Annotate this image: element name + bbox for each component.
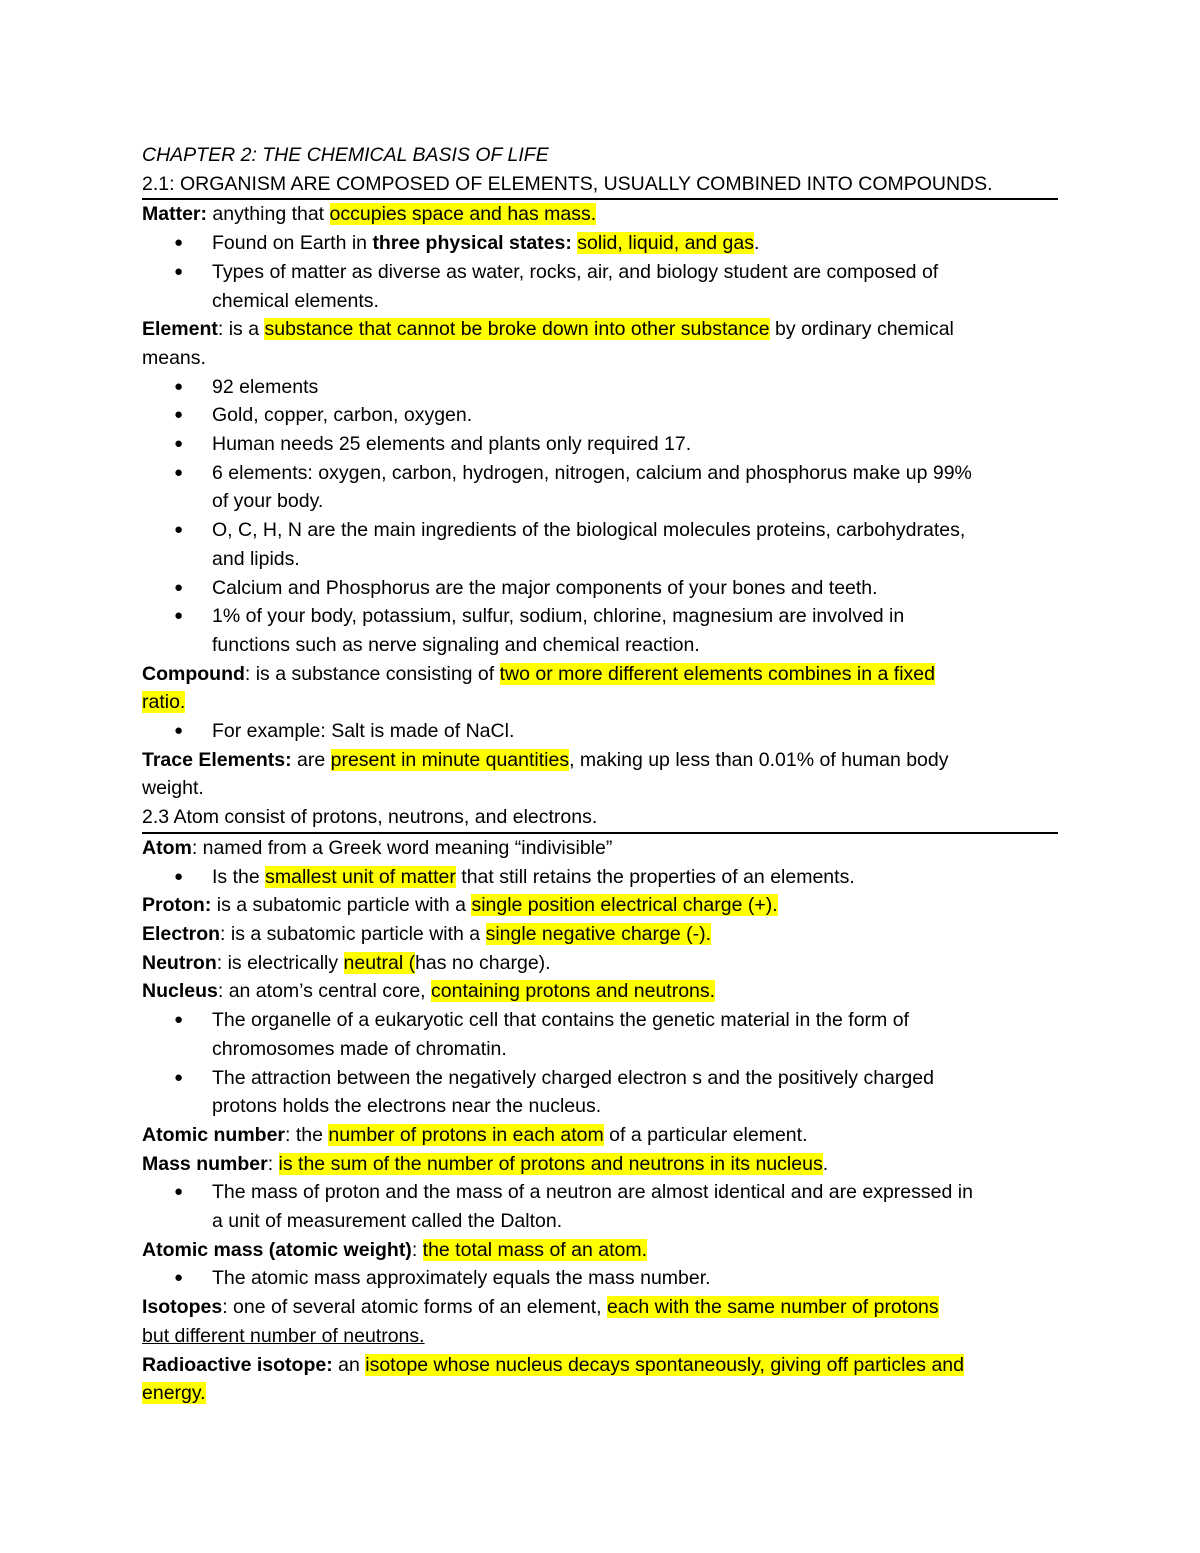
list-item — [142, 401, 1058, 430]
text: Calcium and Phosphorus are the major components of your bones and teeth. — [212, 576, 878, 599]
text: O, C, H, N are the main ingredients of the biological molecules proteins, carbohydrates, — [212, 519, 966, 542]
text: : an atom’s central core, — [217, 980, 432, 1003]
list-item-continuation: chemical elements. — [212, 289, 379, 312]
highlight: each with the same number of protons — [606, 1296, 939, 1319]
term-atomic-number: Atomic number — [142, 1123, 286, 1146]
list-item-continuation: of your body. — [212, 490, 324, 513]
term-matter: Matter: — [142, 203, 208, 226]
bullet-icon: ● — [174, 607, 184, 625]
text: Is the — [212, 865, 266, 888]
term-proton: Proton: — [142, 894, 212, 917]
term-atomic-mass: Atomic mass (atomic weight) — [142, 1238, 412, 1261]
text: : is a substance consisting of — [244, 662, 500, 685]
text: : named from a Greek word meaning “indivisible” — [191, 836, 613, 859]
nucleus-definition — [142, 977, 1058, 1006]
highlight: isotope whose nucleus decays spontaneously, giving off particles and — [365, 1353, 964, 1376]
text: : one of several atomic forms of an element, — [222, 1296, 607, 1319]
highlight: the total mass of an atom. — [422, 1238, 648, 1261]
term-nucleus: Nucleus — [142, 980, 218, 1003]
definition-continuation — [142, 1379, 1058, 1408]
bullet-icon: ● — [174, 1269, 184, 1287]
definition-continuation — [142, 688, 1058, 717]
term-mass-number: Mass number — [142, 1152, 268, 1175]
atom-definition — [142, 834, 1058, 863]
highlight: two or more different elements combines in a fixed — [499, 662, 935, 685]
text: that still retains the properties of an elements. — [455, 865, 855, 888]
bullet-icon: ● — [174, 578, 184, 596]
list-item — [142, 1178, 1058, 1207]
bullet-icon: ● — [174, 406, 184, 424]
text: an — [332, 1353, 366, 1376]
list-item — [142, 602, 1058, 631]
bullet-icon: ● — [174, 1068, 184, 1086]
highlight: occupies space and has mass. — [329, 203, 597, 226]
text: Types of matter as diverse as water, rocks, air, and biology student are composed of — [212, 260, 939, 283]
list-item-continuation: functions such as nerve signaling and chemical reaction. — [212, 633, 700, 656]
bullet-icon: ● — [174, 435, 184, 453]
list-item-continuation: chromosomes made of chromatin. — [212, 1037, 507, 1060]
term-atom: Atom — [142, 836, 192, 859]
text: Gold, copper, carbon, oxygen. — [212, 404, 473, 427]
list-item-continuation: and lipids. — [212, 547, 300, 570]
bullet-icon: ● — [174, 1011, 184, 1029]
term-electron: Electron — [142, 922, 221, 945]
definition-continuation: means. — [142, 346, 206, 369]
list-item-continuation: a unit of measurement called the Dalton. — [212, 1210, 563, 1233]
list-item — [142, 1064, 1058, 1093]
text: For example: Salt is made of NaCl. — [212, 720, 515, 743]
text: The attraction between the negatively charged electron s and the positively charged — [212, 1066, 934, 1089]
term-trace-elements: Trace Elements: — [142, 748, 292, 771]
definition-continuation: weight. — [142, 777, 204, 800]
bullet-icon: ● — [174, 234, 184, 252]
definition-continuation: but different number of neutrons. — [142, 1324, 425, 1347]
text: anything that — [207, 203, 330, 226]
list-item — [142, 863, 1058, 892]
highlight: is the sum of the number of protons and neutrons in its nucleus — [278, 1152, 823, 1175]
bullet-icon: ● — [174, 262, 184, 280]
chapter-title: CHAPTER 2: THE CHEMICAL BASIS OF LIFE — [142, 144, 549, 166]
list-item — [142, 717, 1058, 746]
term-compound: Compound — [142, 662, 245, 685]
electron-definition — [142, 920, 1058, 949]
bold-text: three physical states: — [372, 232, 572, 255]
isotopes-definition — [142, 1293, 1058, 1322]
list-item — [142, 574, 1058, 603]
bullet-icon: ● — [174, 521, 184, 539]
term-radioactive-isotope: Radioactive isotope: — [142, 1353, 333, 1376]
text: are — [291, 748, 331, 771]
section-heading-2-3: 2.3 Atom consist of protons, neutrons, and electrons. — [142, 803, 1058, 834]
neutron-definition — [142, 949, 1058, 978]
highlight: solid, liquid, and gas — [577, 232, 754, 255]
compound-definition — [142, 660, 1058, 689]
term-neutron: Neutron — [142, 951, 217, 974]
bullet-icon: ● — [174, 1183, 184, 1201]
text: : the — [285, 1123, 329, 1146]
radioactive-isotope-definition — [142, 1351, 1058, 1380]
highlight: energy. — [142, 1382, 206, 1405]
text: . — [822, 1152, 829, 1175]
list-item-continuation: protons holds the electrons near the nucleus. — [212, 1095, 602, 1118]
text: Human needs 25 elements and plants only required 17. — [212, 433, 692, 456]
text: : is a subatomic particle with a — [220, 922, 486, 945]
section-heading-2-1: 2.1: ORGANISM ARE COMPOSED OF ELEMENTS, USUALLY COMBINED INTO COMPOUNDS. — [142, 170, 1058, 201]
text: 1% of your body, potassium, sulfur, sodium, chlorine, magnesium are involved in — [212, 605, 905, 628]
text: . — [753, 232, 760, 255]
trace-elements-definition — [142, 746, 1058, 775]
atomic-number-definition — [142, 1121, 1058, 1150]
matter-definition — [142, 200, 1058, 229]
list-item — [142, 1006, 1058, 1035]
term-isotopes: Isotopes — [142, 1296, 223, 1319]
text: , making up less than 0.01% of human body — [569, 748, 949, 771]
text: : is a — [217, 318, 265, 341]
list-item — [142, 430, 1058, 459]
term-element: Element — [142, 318, 218, 341]
highlight: smallest unit of matter — [265, 865, 456, 888]
highlight: substance that cannot be broke down into other substance — [264, 318, 770, 341]
element-definition — [142, 315, 1058, 344]
highlight: containing protons and neutrons. — [431, 980, 716, 1003]
proton-definition — [142, 891, 1058, 920]
text: 92 elements — [212, 375, 319, 398]
highlight: ratio. — [142, 691, 186, 714]
list-item — [142, 258, 1058, 287]
text: 6 elements: oxygen, carbon, hydrogen, nitrogen, calcium and phosphorus make up 99% — [212, 461, 972, 484]
text: The atomic mass approximately equals the mass number. — [212, 1267, 711, 1290]
bullet-icon: ● — [174, 722, 184, 740]
highlight: present in minute quantities — [330, 748, 570, 771]
text: : — [411, 1238, 423, 1261]
highlight: neutral ( — [343, 951, 416, 974]
bullet-icon: ● — [174, 867, 184, 885]
text: has no charge). — [415, 951, 551, 974]
text: by ordinary chemical — [769, 318, 954, 341]
list-item — [142, 516, 1058, 545]
document-page — [142, 141, 1058, 1408]
text: is a subatomic particle with a — [211, 894, 472, 917]
bullet-icon: ● — [174, 463, 184, 481]
bullet-icon: ● — [174, 377, 184, 395]
text: The mass of proton and the mass of a neutron are almost identical and are expressed in — [212, 1181, 973, 1204]
list-item — [142, 1264, 1058, 1293]
list-item — [142, 373, 1058, 402]
text: The organelle of a eukaryotic cell that contains the genetic material in the form of — [212, 1009, 909, 1032]
list-item — [142, 229, 1058, 258]
text: : — [267, 1152, 279, 1175]
atomic-mass-definition — [142, 1236, 1058, 1265]
highlight: single position electrical charge (+). — [471, 894, 778, 917]
text: Found on Earth in — [212, 232, 373, 255]
mass-number-definition — [142, 1150, 1058, 1179]
text: : is electrically — [216, 951, 344, 974]
highlight: number of protons in each atom — [328, 1123, 604, 1146]
highlight: single negative charge (-). — [485, 922, 712, 945]
text: of a particular element. — [603, 1123, 808, 1146]
list-item — [142, 459, 1058, 488]
